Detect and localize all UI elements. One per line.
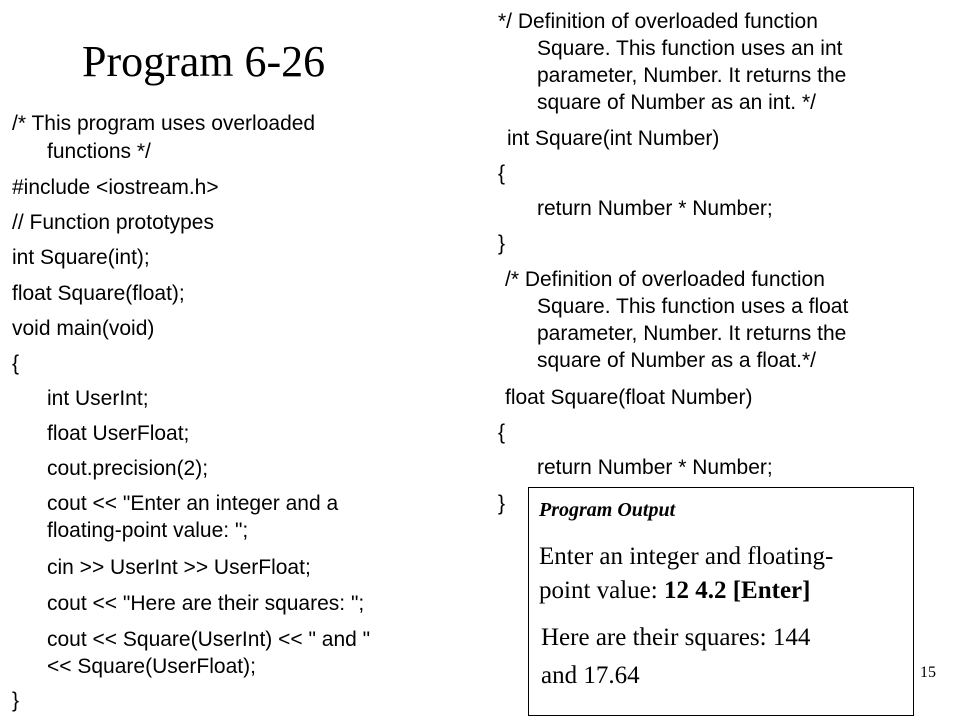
program-output-user-input: 12 4.2 [Enter] <box>663 577 811 604</box>
left-code-line-13: floating-point value: "; <box>47 519 249 542</box>
left-code-line-4: // Function prototypes <box>12 211 214 234</box>
left-code-line-5: int Square(int); <box>12 246 150 269</box>
program-output-line-4: and 17.64 <box>541 662 640 689</box>
right-code-line-12: square of Number as a float.*/ <box>537 349 816 372</box>
program-output-prompt: point value: <box>539 577 664 604</box>
right-code-line-10: Square. This function uses a float <box>537 295 849 318</box>
right-code-line-16: } <box>498 492 506 515</box>
left-code-line-11: cout.precision(2); <box>47 457 209 480</box>
right-code-line-4: square of Number as an int. */ <box>537 91 816 114</box>
right-code-line-15: return Number * Number; <box>537 456 773 479</box>
program-output-line-1: Enter an integer and floating- <box>539 543 834 570</box>
program-output-box <box>528 487 914 716</box>
left-code-line-6: float Square(float); <box>12 282 185 305</box>
left-code-line-8: { <box>12 352 20 375</box>
right-code-line-9: /* Definition of overloaded function <box>505 268 825 291</box>
program-output-line-2 <box>539 575 810 607</box>
right-code-line-1: */ Definition of overloaded function <box>498 10 818 33</box>
right-code-line-8: } <box>498 232 506 255</box>
left-code-line-9: int UserInt; <box>47 387 149 410</box>
right-code-line-3: parameter, Number. It returns the <box>537 64 847 87</box>
left-code-line-1: /* This program uses overloaded <box>12 112 316 135</box>
left-code-line-7: void main(void) <box>12 317 155 340</box>
right-code-line-5: int Square(int Number) <box>507 127 720 150</box>
right-code-line-14: { <box>498 421 506 444</box>
right-code-line-7: return Number * Number; <box>537 197 773 220</box>
program-output-line-3: Here are their squares: 144 <box>541 624 811 651</box>
left-code-line-16: cout << Square(UserInt) << " and " <box>47 628 371 651</box>
program-output-heading: Program Output <box>539 499 676 521</box>
left-code-line-15: cout << "Here are their squares: "; <box>47 592 365 615</box>
left-code-line-2: functions */ <box>47 140 151 163</box>
slide-title: Program 6-26 <box>82 37 326 86</box>
right-code-line-2: Square. This function uses an int <box>537 37 843 60</box>
left-code-line-10: float UserFloat; <box>47 422 190 445</box>
right-code-line-11: parameter, Number. It returns the <box>537 322 847 345</box>
right-code-line-13: float Square(float Number) <box>505 386 753 409</box>
left-code-line-12: cout << "Enter an integer and a <box>47 492 339 515</box>
left-code-line-14: cin >> UserInt >> UserFloat; <box>47 556 311 579</box>
left-code-line-3: #include <iostream.h> <box>12 176 219 199</box>
left-code-line-17: << Square(UserFloat); <box>47 655 256 678</box>
slide-number: 15 <box>920 664 936 681</box>
right-code-line-6: { <box>498 162 506 185</box>
left-code-line-18: } <box>12 689 20 712</box>
